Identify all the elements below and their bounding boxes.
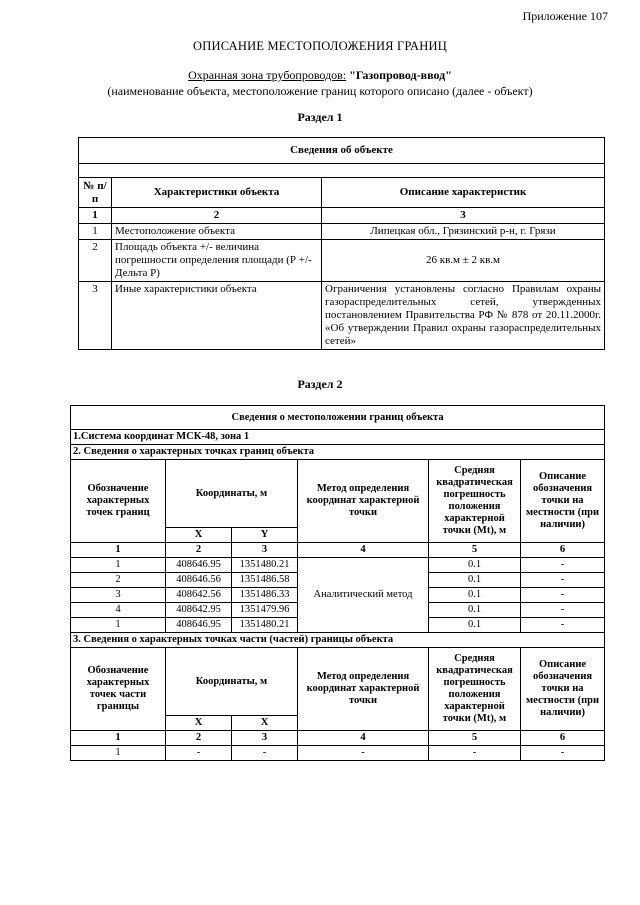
point-description: -: [521, 573, 605, 588]
index-cell: 3: [232, 731, 298, 746]
part-point-y: -: [232, 746, 298, 761]
table-row: [71, 746, 605, 761]
col-y-header: Y: [232, 528, 298, 543]
point-number: 1: [71, 618, 166, 633]
index-cell: 3: [322, 208, 605, 224]
row-characteristic: Иные характеристики объекта: [112, 282, 322, 350]
point-y: 1351480.21: [232, 558, 298, 573]
table-row: [79, 240, 605, 282]
col-accuracy-header: Средняя квадратическая погрешность положения характерной точки (Mt), м: [429, 460, 521, 543]
point-number: 3: [71, 588, 166, 603]
col-x-header: X: [166, 716, 232, 731]
row-description: Ограничения установлены согласно Правилам охраны газораспределительных сетей, утвержденных постановлением Правительства РФ № 878 от 20.11.2000г. «Об утверждении Правил охраны газораспределительных сетей»: [322, 282, 605, 350]
row-number: 1: [79, 224, 112, 240]
col-desc-header: Описание характеристик: [322, 178, 605, 208]
point-x: 408646.95: [166, 618, 232, 633]
col-method-header: Метод определения координат характерной точки: [298, 648, 429, 731]
index-cell: 1: [71, 543, 166, 558]
part-point-description: -: [521, 746, 605, 761]
row-number: 3: [79, 282, 112, 350]
point-accuracy: 0.1: [429, 603, 521, 618]
part-point-accuracy: -: [429, 746, 521, 761]
index-cell: 5: [429, 543, 521, 558]
index-cell: 1: [79, 208, 112, 224]
point-accuracy: 0.1: [429, 558, 521, 573]
point-description: -: [521, 603, 605, 618]
point-y: 1351480.21: [232, 618, 298, 633]
parts-section-title: 3. Сведения о характерных точках части (частей) границы объекта: [71, 633, 605, 648]
col-designation-header: Обозначение характерных точек границ: [71, 460, 166, 543]
point-y: 1351479.96: [232, 603, 298, 618]
point-number: 2: [71, 573, 166, 588]
object-name: "Газопровод-ввод": [349, 68, 452, 82]
appendix-label: Приложение 107: [522, 9, 608, 23]
point-number: 1: [71, 558, 166, 573]
part-point-number: 1: [71, 746, 166, 761]
point-y: 1351486.33: [232, 588, 298, 603]
section1-heading: Раздел 1: [297, 110, 343, 124]
col-y-header: X: [232, 716, 298, 731]
section2-heading: Раздел 2: [297, 377, 343, 391]
coordinate-system: 1.Система координат МСК-48, зона 1: [71, 430, 605, 445]
col-num-header: № п/п: [79, 178, 112, 208]
index-cell: 2: [166, 543, 232, 558]
table1-title: Сведения об объекте: [79, 138, 605, 164]
index-cell: 5: [429, 731, 521, 746]
col-description-header: Описание обозначения точки на местности (при наличии): [521, 648, 605, 731]
point-x: 408642.95: [166, 603, 232, 618]
document-title: ОПИСАНИЕ МЕСТОПОЛОЖЕНИЯ ГРАНИЦ: [193, 39, 447, 53]
col-char-header: Характеристики объекта: [112, 178, 322, 208]
point-method: Аналитический метод: [298, 558, 429, 633]
table-row: [79, 224, 605, 240]
col-accuracy-header: Средняя квадратическая погрешность положения характерной точки (Mt), м: [429, 648, 521, 731]
point-x: 408646.56: [166, 573, 232, 588]
points-section-title: 2. Сведения о характерных точках границ объекта: [71, 445, 605, 460]
row-characteristic: Местоположение объекта: [112, 224, 322, 240]
point-description: -: [521, 558, 605, 573]
boundaries-table: [70, 405, 605, 761]
row-characteristic: Площадь объекта +/- величина погрешности определения площади (Р +/- Дельта Р): [112, 240, 322, 282]
table2-title: Сведения о местоположении границ объекта: [71, 406, 605, 430]
part-point-method: -: [298, 746, 429, 761]
point-x: 408642.56: [166, 588, 232, 603]
col-method-header: Метод определения координат характерной точки: [298, 460, 429, 543]
object-note: (наименование объекта, местоположение границ которого описано (далее - объект): [107, 84, 533, 98]
point-description: -: [521, 588, 605, 603]
col-x-header: X: [166, 528, 232, 543]
point-number: 4: [71, 603, 166, 618]
row-number: 2: [79, 240, 112, 282]
index-cell: 3: [232, 543, 298, 558]
object-info-table: [78, 137, 605, 350]
col-coords-header: Координаты, м: [166, 460, 298, 528]
col-description-header: Описание обозначения точки на местности (при наличии): [521, 460, 605, 543]
point-accuracy: 0.1: [429, 588, 521, 603]
index-cell: 6: [521, 731, 605, 746]
point-accuracy: 0.1: [429, 573, 521, 588]
index-cell: 2: [112, 208, 322, 224]
object-line: [0, 68, 640, 83]
part-point-x: -: [166, 746, 232, 761]
table-row: [79, 282, 605, 350]
index-cell: 4: [298, 731, 429, 746]
col-coords-header: Координаты, м: [166, 648, 298, 716]
point-description: -: [521, 618, 605, 633]
point-y: 1351486.58: [232, 573, 298, 588]
index-cell: 2: [166, 731, 232, 746]
table1-spacer: [79, 164, 605, 178]
object-prefix: Охранная зона трубопроводов:: [188, 68, 347, 82]
table-row: [71, 558, 605, 573]
row-description: Липецкая обл., Грязинский р-н, г. Грязи: [322, 224, 605, 240]
col-designation-parts-header: Обозначение характерных точек части границы: [71, 648, 166, 731]
index-cell: 1: [71, 731, 166, 746]
row-description: 26 кв.м ± 2 кв.м: [322, 240, 605, 282]
point-accuracy: 0.1: [429, 618, 521, 633]
point-x: 408646.95: [166, 558, 232, 573]
index-cell: 6: [521, 543, 605, 558]
index-cell: 4: [298, 543, 429, 558]
